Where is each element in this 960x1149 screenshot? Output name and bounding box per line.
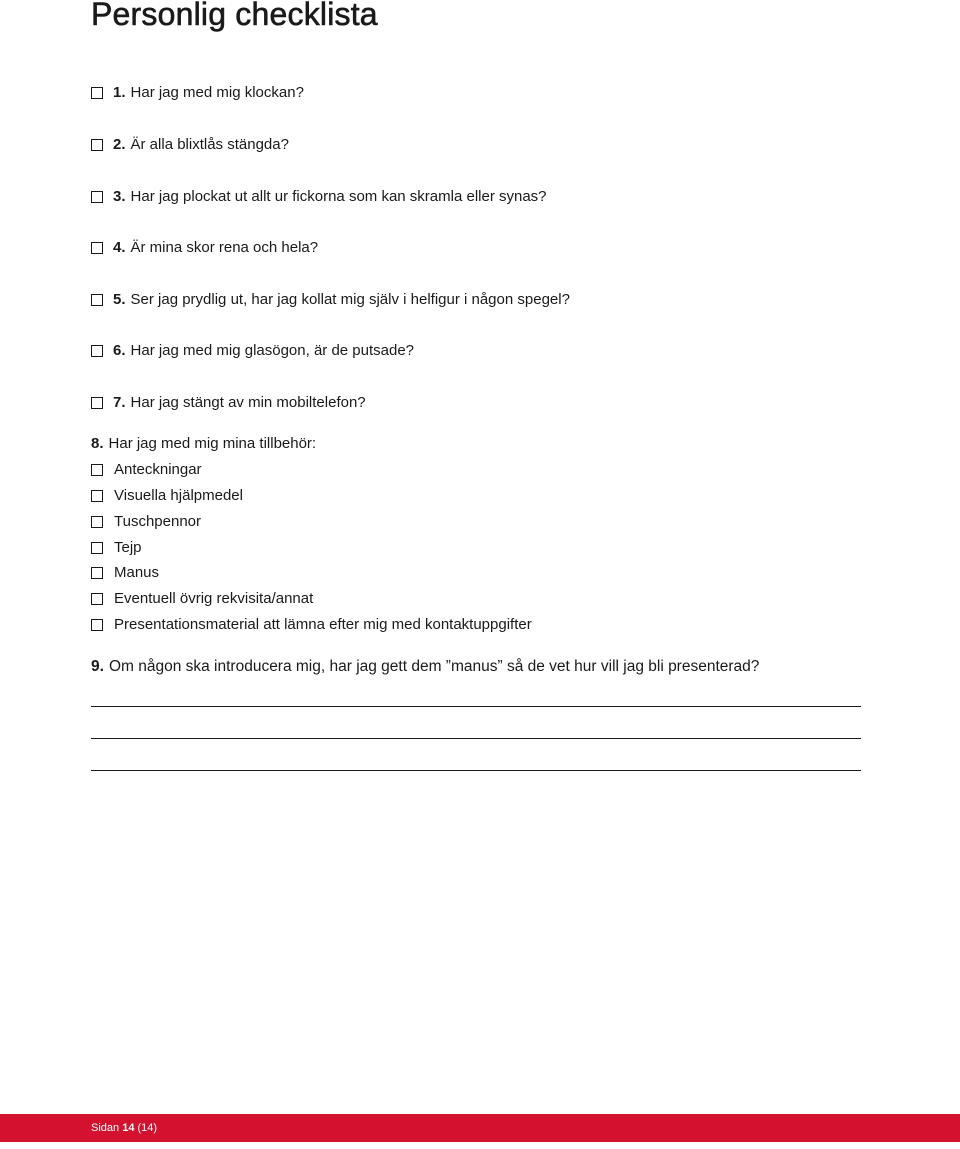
accessory-label: Anteckningar — [114, 461, 202, 478]
item-number: 1. — [113, 84, 126, 101]
accessory-label: Tejp — [114, 539, 142, 556]
item-number: 6. — [113, 342, 126, 359]
checkbox-icon[interactable] — [91, 619, 103, 631]
checkbox-icon[interactable] — [91, 464, 103, 476]
question-8-heading — [91, 433, 316, 455]
checkbox-icon[interactable] — [91, 542, 103, 554]
checklist-item-5[interactable] — [91, 289, 570, 311]
item-number: 7. — [113, 394, 126, 411]
accessory-item-visuella-hjalpmedel[interactable] — [91, 485, 243, 507]
checkbox-icon[interactable] — [91, 490, 103, 502]
checkbox-icon[interactable] — [91, 593, 103, 605]
checklist-item-4[interactable] — [91, 237, 318, 259]
page-title: Personlig checklista — [91, 0, 378, 32]
item-text: Om någon ska introducera mig, har jag gett dem ”manus” så de vet hur vill jag bli presenterad? — [108, 658, 760, 675]
question-9 — [91, 656, 759, 678]
page-label: Sidan — [91, 1122, 120, 1134]
checkbox-icon[interactable] — [91, 139, 103, 151]
item-text: Har jag plockat ut allt ur fickorna som kan skramla eller synas? — [130, 188, 547, 205]
checklist-item-7[interactable] — [91, 392, 366, 414]
item-number: 2. — [113, 136, 126, 153]
current-page: 14 — [122, 1122, 135, 1134]
item-number: 9. — [91, 658, 104, 675]
answer-line-2[interactable] — [91, 738, 861, 739]
checkbox-icon[interactable] — [91, 294, 103, 306]
item-text: Är mina skor rena och hela? — [130, 239, 319, 256]
accessory-item-presentationsmaterial[interactable] — [91, 614, 532, 636]
item-text: Är alla blixtlås stängda? — [130, 136, 289, 153]
checkbox-icon[interactable] — [91, 87, 103, 99]
accessory-label: Presentationsmaterial att lämna efter mig med kontaktuppgifter — [114, 616, 532, 633]
item-text: Har jag stängt av min mobiltelefon? — [130, 394, 366, 411]
item-text: Har jag med mig mina tillbehör: — [108, 435, 317, 452]
item-number: 8. — [91, 435, 104, 452]
accessory-item-tuschpennor[interactable] — [91, 511, 201, 533]
accessory-label: Manus — [114, 564, 160, 581]
item-number: 5. — [113, 291, 126, 308]
accessory-label: Visuella hjälpmedel — [114, 487, 243, 504]
checklist-item-3[interactable] — [91, 186, 547, 208]
checkbox-icon[interactable] — [91, 191, 103, 203]
item-text: Har jag med mig klockan? — [130, 84, 304, 101]
checklist-item-6[interactable] — [91, 340, 414, 362]
item-text: Har jag med mig glasögon, är de putsade? — [130, 342, 415, 359]
checklist-item-1[interactable] — [91, 82, 304, 104]
checkbox-icon[interactable] — [91, 345, 103, 357]
checkbox-icon[interactable] — [91, 567, 103, 579]
answer-line-3[interactable] — [91, 770, 861, 771]
accessory-item-rekvisita[interactable] — [91, 588, 313, 610]
accessory-label: Tuschpennor — [114, 513, 201, 530]
checkbox-icon[interactable] — [91, 516, 103, 528]
checklist-item-2[interactable] — [91, 134, 289, 156]
checkbox-icon[interactable] — [91, 397, 103, 409]
accessory-item-anteckningar[interactable] — [91, 459, 202, 481]
accessory-label: Eventuell övrig rekvisita/annat — [114, 590, 314, 607]
item-number: 3. — [113, 188, 126, 205]
item-text: Ser jag prydlig ut, har jag kollat mig själv i helfigur i någon spegel? — [130, 291, 570, 308]
item-number: 4. — [113, 239, 126, 256]
checkbox-icon[interactable] — [91, 242, 103, 254]
accessory-item-tejp[interactable] — [91, 537, 142, 559]
page-number — [91, 1121, 157, 1135]
total-pages: (14) — [137, 1122, 158, 1134]
accessory-item-manus[interactable] — [91, 562, 159, 584]
answer-line-1[interactable] — [91, 706, 861, 707]
